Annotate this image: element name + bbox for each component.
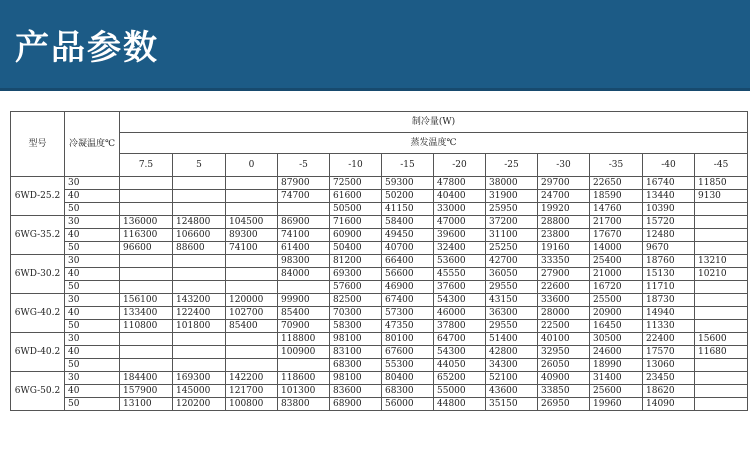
capacity-cell (120, 268, 173, 281)
capacity-cell: 184400 (120, 372, 173, 385)
capacity-cell: 40900 (538, 372, 590, 385)
capacity-cell: 44800 (434, 398, 486, 411)
capacity-cell: 31400 (590, 372, 643, 385)
capacity-cell: 46900 (382, 281, 434, 294)
capacity-cell: 58400 (382, 216, 434, 229)
capacity-cell: 81200 (330, 255, 382, 268)
table-row (11, 385, 748, 398)
capacity-cell: 14090 (643, 398, 695, 411)
capacity-cell: 36300 (486, 307, 538, 320)
capacity-cell: 100800 (226, 398, 278, 411)
evap-temp-header: 5 (173, 154, 226, 177)
capacity-cell: 120200 (173, 398, 226, 411)
capacity-cell: 83100 (330, 346, 382, 359)
capacity-cell: 110800 (120, 320, 173, 333)
table-row (11, 359, 748, 372)
capacity-cell: 15130 (643, 268, 695, 281)
capacity-cell: 38000 (486, 177, 538, 190)
table-row (11, 255, 748, 268)
header-row-evap-values (11, 154, 748, 177)
capacity-cell: 121700 (226, 385, 278, 398)
capacity-cell: 51400 (486, 333, 538, 346)
capacity-cell (120, 190, 173, 203)
capacity-cell: 156100 (120, 294, 173, 307)
capacity-cell (695, 307, 748, 320)
capacity-cell: 42800 (486, 346, 538, 359)
capacity-cell: 17570 (643, 346, 695, 359)
capacity-cell: 16740 (643, 177, 695, 190)
capacity-cell: 45550 (434, 268, 486, 281)
capacity-cell: 42700 (486, 255, 538, 268)
capacity-cell: 68300 (382, 385, 434, 398)
capacity-cell: 9130 (695, 190, 748, 203)
capacity-cell: 118800 (278, 333, 330, 346)
capacity-cell: 118600 (278, 372, 330, 385)
capacity-cell: 98300 (278, 255, 330, 268)
evap-temp-header: -30 (538, 154, 590, 177)
capacity-cell: 104500 (226, 216, 278, 229)
capacity-cell: 13060 (643, 359, 695, 372)
capacity-cell: 50500 (330, 203, 382, 216)
evap-temp-header: -35 (590, 154, 643, 177)
capacity-cell: 98100 (330, 333, 382, 346)
condensing-temp-cell: 40 (65, 346, 120, 359)
condensing-temp-cell: 30 (65, 177, 120, 190)
capacity-cell: 30500 (590, 333, 643, 346)
capacity-cell: 43150 (486, 294, 538, 307)
capacity-cell: 29550 (486, 320, 538, 333)
capacity-cell: 67400 (382, 294, 434, 307)
capacity-cell: 12480 (643, 229, 695, 242)
capacity-cell: 26050 (538, 359, 590, 372)
capacity-cell: 22400 (643, 333, 695, 346)
capacity-cell: 24700 (538, 190, 590, 203)
capacity-cell (695, 294, 748, 307)
evap-temp-header: 0 (226, 154, 278, 177)
capacity-cell: 19160 (538, 242, 590, 255)
capacity-cell (120, 346, 173, 359)
capacity-cell: 102700 (226, 307, 278, 320)
capacity-cell: 52100 (486, 372, 538, 385)
spec-table (10, 111, 748, 411)
capacity-cell: 61600 (330, 190, 382, 203)
capacity-cell: 18620 (643, 385, 695, 398)
capacity-cell (173, 333, 226, 346)
capacity-cell: 20900 (590, 307, 643, 320)
capacity-cell: 69300 (330, 268, 382, 281)
capacity-cell (278, 281, 330, 294)
capacity-cell: 25600 (590, 385, 643, 398)
capacity-cell: 22650 (590, 177, 643, 190)
capacity-cell: 13100 (120, 398, 173, 411)
model-cell: 6WD-25.2 (11, 177, 65, 216)
table-row (11, 242, 748, 255)
model-cell: 6WD-30.2 (11, 255, 65, 294)
capacity-cell: 44050 (434, 359, 486, 372)
header-condensing-temp: 冷凝温度℃ (65, 112, 120, 177)
capacity-cell: 39600 (434, 229, 486, 242)
capacity-cell: 18760 (643, 255, 695, 268)
capacity-cell (120, 177, 173, 190)
capacity-cell: 25400 (590, 255, 643, 268)
capacity-cell: 40400 (434, 190, 486, 203)
capacity-cell: 26950 (538, 398, 590, 411)
capacity-cell: 136000 (120, 216, 173, 229)
capacity-cell: 33350 (538, 255, 590, 268)
capacity-cell: 25250 (486, 242, 538, 255)
capacity-cell: 96600 (120, 242, 173, 255)
capacity-cell (695, 242, 748, 255)
capacity-cell: 22600 (538, 281, 590, 294)
capacity-cell: 24600 (590, 346, 643, 359)
capacity-cell: 143200 (173, 294, 226, 307)
capacity-cell: 80400 (382, 372, 434, 385)
capacity-cell (695, 359, 748, 372)
capacity-cell: 64700 (434, 333, 486, 346)
header-evaporating-temp: 蒸发温度℃ (120, 133, 748, 154)
capacity-cell: 61400 (278, 242, 330, 255)
condensing-temp-cell: 40 (65, 190, 120, 203)
capacity-cell: 37800 (434, 320, 486, 333)
capacity-cell: 98100 (330, 372, 382, 385)
capacity-cell: 122400 (173, 307, 226, 320)
capacity-cell: 29700 (538, 177, 590, 190)
capacity-cell: 157900 (120, 385, 173, 398)
capacity-cell: 68300 (330, 359, 382, 372)
capacity-cell (120, 255, 173, 268)
capacity-cell: 40700 (382, 242, 434, 255)
table-row (11, 307, 748, 320)
capacity-cell: 54300 (434, 294, 486, 307)
evap-temp-header: -10 (330, 154, 382, 177)
capacity-cell: 74700 (278, 190, 330, 203)
table-row (11, 268, 748, 281)
table-row (11, 346, 748, 359)
capacity-cell: 11680 (695, 346, 748, 359)
header-capacity: 制冷量(W) (120, 112, 748, 133)
capacity-cell: 100900 (278, 346, 330, 359)
capacity-cell: 53600 (434, 255, 486, 268)
capacity-cell: 85400 (278, 307, 330, 320)
capacity-cell (173, 177, 226, 190)
capacity-cell: 23450 (643, 372, 695, 385)
capacity-cell: 25950 (486, 203, 538, 216)
capacity-cell: 35150 (486, 398, 538, 411)
capacity-cell: 11330 (643, 320, 695, 333)
table-row (11, 320, 748, 333)
table-row (11, 333, 748, 346)
capacity-cell: 14940 (643, 307, 695, 320)
capacity-cell (226, 346, 278, 359)
capacity-cell (173, 203, 226, 216)
capacity-cell (173, 359, 226, 372)
capacity-cell: 15600 (695, 333, 748, 346)
capacity-cell (278, 359, 330, 372)
capacity-cell: 86900 (278, 216, 330, 229)
capacity-cell: 57600 (330, 281, 382, 294)
capacity-cell: 19920 (538, 203, 590, 216)
capacity-cell: 17670 (590, 229, 643, 242)
capacity-cell (173, 281, 226, 294)
condensing-temp-cell: 30 (65, 255, 120, 268)
model-cell: 6WG-35.2 (11, 216, 65, 255)
capacity-cell: 16450 (590, 320, 643, 333)
capacity-cell: 34300 (486, 359, 538, 372)
capacity-cell: 71600 (330, 216, 382, 229)
capacity-cell: 70900 (278, 320, 330, 333)
capacity-cell: 88600 (173, 242, 226, 255)
capacity-cell: 33000 (434, 203, 486, 216)
page-title: 产品参数 (15, 28, 159, 68)
capacity-cell: 57300 (382, 307, 434, 320)
condensing-temp-cell: 30 (65, 333, 120, 346)
capacity-cell: 19960 (590, 398, 643, 411)
capacity-cell: 32400 (434, 242, 486, 255)
capacity-cell: 41150 (382, 203, 434, 216)
capacity-cell: 116300 (120, 229, 173, 242)
capacity-cell: 106600 (173, 229, 226, 242)
condensing-temp-cell: 50 (65, 203, 120, 216)
capacity-cell (695, 398, 748, 411)
capacity-cell: 37200 (486, 216, 538, 229)
condensing-temp-cell: 40 (65, 268, 120, 281)
capacity-cell: 99900 (278, 294, 330, 307)
capacity-cell: 18990 (590, 359, 643, 372)
capacity-cell: 56000 (382, 398, 434, 411)
capacity-cell: 55000 (434, 385, 486, 398)
capacity-cell: 9670 (643, 242, 695, 255)
capacity-cell: 68900 (330, 398, 382, 411)
capacity-cell: 84000 (278, 268, 330, 281)
condensing-temp-cell: 50 (65, 281, 120, 294)
header-model: 型号 (11, 112, 65, 177)
capacity-cell: 49450 (382, 229, 434, 242)
model-cell: 6WD-40.2 (11, 333, 65, 372)
table-row (11, 294, 748, 307)
evap-temp-header: -40 (643, 154, 695, 177)
capacity-cell: 101300 (278, 385, 330, 398)
capacity-cell (226, 333, 278, 346)
capacity-cell: 46000 (434, 307, 486, 320)
header-row-capacity (11, 112, 748, 133)
capacity-cell: 87900 (278, 177, 330, 190)
model-cell: 6WG-50.2 (11, 372, 65, 411)
capacity-cell (226, 268, 278, 281)
capacity-cell: 31100 (486, 229, 538, 242)
capacity-cell: 28800 (538, 216, 590, 229)
capacity-cell: 65200 (434, 372, 486, 385)
capacity-cell: 50200 (382, 190, 434, 203)
capacity-cell: 66400 (382, 255, 434, 268)
capacity-cell: 56600 (382, 268, 434, 281)
capacity-cell: 67600 (382, 346, 434, 359)
capacity-cell: 32950 (538, 346, 590, 359)
evap-temp-header: -15 (382, 154, 434, 177)
table-row (11, 372, 748, 385)
capacity-cell: 21700 (590, 216, 643, 229)
title-banner (0, 0, 750, 91)
condensing-temp-cell: 50 (65, 242, 120, 255)
capacity-cell: 60900 (330, 229, 382, 242)
capacity-cell: 47800 (434, 177, 486, 190)
capacity-cell (120, 333, 173, 346)
capacity-cell: 54300 (434, 346, 486, 359)
capacity-cell (120, 281, 173, 294)
capacity-cell: 120000 (226, 294, 278, 307)
capacity-cell: 18590 (590, 190, 643, 203)
capacity-cell (173, 346, 226, 359)
capacity-cell: 58300 (330, 320, 382, 333)
capacity-cell: 82500 (330, 294, 382, 307)
capacity-cell: 43600 (486, 385, 538, 398)
capacity-cell: 33850 (538, 385, 590, 398)
capacity-cell: 37600 (434, 281, 486, 294)
capacity-cell (278, 203, 330, 216)
capacity-cell: 74100 (278, 229, 330, 242)
capacity-cell (695, 203, 748, 216)
capacity-cell: 11710 (643, 281, 695, 294)
capacity-cell: 22500 (538, 320, 590, 333)
capacity-cell: 23800 (538, 229, 590, 242)
table-row (11, 229, 748, 242)
capacity-cell: 145000 (173, 385, 226, 398)
capacity-cell: 10390 (643, 203, 695, 216)
capacity-cell (695, 281, 748, 294)
capacity-cell (226, 177, 278, 190)
capacity-cell: 83800 (278, 398, 330, 411)
capacity-cell: 70300 (330, 307, 382, 320)
capacity-cell (695, 372, 748, 385)
header-row-evap (11, 133, 748, 154)
capacity-cell (695, 320, 748, 333)
table-row (11, 216, 748, 229)
capacity-cell (226, 255, 278, 268)
capacity-cell: 28000 (538, 307, 590, 320)
table-row (11, 281, 748, 294)
capacity-cell: 21000 (590, 268, 643, 281)
capacity-cell: 14760 (590, 203, 643, 216)
capacity-cell (173, 190, 226, 203)
capacity-cell: 101800 (173, 320, 226, 333)
capacity-cell: 14000 (590, 242, 643, 255)
evap-temp-header: -45 (695, 154, 748, 177)
capacity-cell (226, 190, 278, 203)
condensing-temp-cell: 40 (65, 385, 120, 398)
capacity-cell (695, 385, 748, 398)
capacity-cell: 29550 (486, 281, 538, 294)
evap-temp-header: 7.5 (120, 154, 173, 177)
table-row (11, 203, 748, 216)
evap-temp-header: -20 (434, 154, 486, 177)
capacity-cell: 33600 (538, 294, 590, 307)
capacity-cell: 10210 (695, 268, 748, 281)
capacity-cell (120, 203, 173, 216)
table-row (11, 398, 748, 411)
capacity-cell: 142200 (226, 372, 278, 385)
capacity-cell: 80100 (382, 333, 434, 346)
table-row (11, 190, 748, 203)
capacity-cell: 40100 (538, 333, 590, 346)
capacity-cell: 11850 (695, 177, 748, 190)
capacity-cell: 50400 (330, 242, 382, 255)
capacity-cell (120, 359, 173, 372)
capacity-cell: 25500 (590, 294, 643, 307)
evap-temp-header: -25 (486, 154, 538, 177)
capacity-cell: 31900 (486, 190, 538, 203)
capacity-cell: 74100 (226, 242, 278, 255)
condensing-temp-cell: 30 (65, 216, 120, 229)
condensing-temp-cell: 30 (65, 372, 120, 385)
capacity-cell: 16720 (590, 281, 643, 294)
capacity-cell (226, 359, 278, 372)
capacity-cell: 85400 (226, 320, 278, 333)
condensing-temp-cell: 50 (65, 320, 120, 333)
table-row (11, 177, 748, 190)
capacity-cell (226, 203, 278, 216)
condensing-temp-cell: 50 (65, 398, 120, 411)
capacity-cell (695, 229, 748, 242)
capacity-cell (695, 216, 748, 229)
capacity-cell: 15720 (643, 216, 695, 229)
model-cell: 6WG-40.2 (11, 294, 65, 333)
capacity-cell (173, 255, 226, 268)
capacity-cell: 83600 (330, 385, 382, 398)
capacity-cell: 13210 (695, 255, 748, 268)
capacity-cell (173, 268, 226, 281)
condensing-temp-cell: 40 (65, 307, 120, 320)
capacity-cell: 18730 (643, 294, 695, 307)
capacity-cell: 47000 (434, 216, 486, 229)
condensing-temp-cell: 50 (65, 359, 120, 372)
evap-temp-header: -5 (278, 154, 330, 177)
capacity-cell: 13440 (643, 190, 695, 203)
capacity-cell: 36050 (486, 268, 538, 281)
capacity-cell: 89300 (226, 229, 278, 242)
capacity-cell (226, 281, 278, 294)
capacity-cell: 47350 (382, 320, 434, 333)
condensing-temp-cell: 40 (65, 229, 120, 242)
capacity-cell: 133400 (120, 307, 173, 320)
capacity-cell: 72500 (330, 177, 382, 190)
capacity-cell: 59300 (382, 177, 434, 190)
capacity-cell: 55300 (382, 359, 434, 372)
capacity-cell: 169300 (173, 372, 226, 385)
condensing-temp-cell: 30 (65, 294, 120, 307)
capacity-cell: 27900 (538, 268, 590, 281)
capacity-cell: 124800 (173, 216, 226, 229)
